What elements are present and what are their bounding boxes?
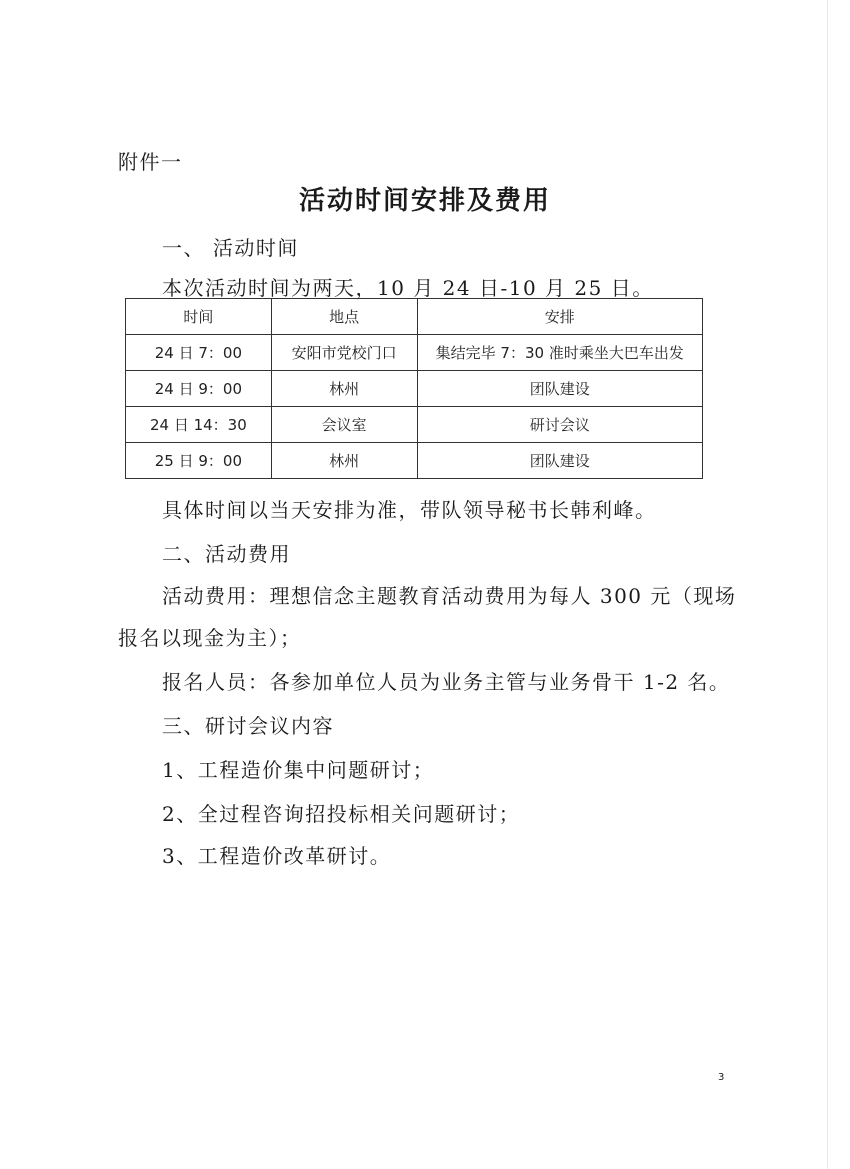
cell-time: 24 日 9：00 [126,371,272,407]
cell-location: 林州 [271,371,417,407]
section-heading-activity-time: 一、 活动时间 [162,236,299,260]
cell-location: 安阳市党校门口 [271,335,417,371]
column-header-time: 时间 [126,299,272,335]
schedule-table [125,298,703,479]
cell-time: 24 日 7：00 [126,335,272,371]
attachment-label: 附件一 [118,150,183,174]
table-row [126,407,703,443]
cell-arrangement: 团队建设 [417,371,703,407]
cell-arrangement: 集结完毕 7：30 准时乘坐大巴车出发 [417,335,703,371]
cell-location: 林州 [271,443,417,479]
section-heading-activity-fee: 二、活动费用 [162,542,291,566]
section-heading-seminar-content: 三、研讨会议内容 [162,714,334,738]
cell-location: 会议室 [271,407,417,443]
cell-arrangement: 团队建设 [417,443,703,479]
column-header-arrangement: 安排 [417,299,703,335]
list-item: 3、工程造价改革研讨。 [162,844,392,868]
cell-arrangement: 研讨会议 [417,407,703,443]
schedule-note: 具体时间以当天安排为准，带队领导秘书长韩利峰。 [162,498,657,522]
scan-edge-line [827,0,828,1169]
list-item: 1、工程造价集中问题研讨； [162,758,435,782]
page-number: 3 [718,1072,725,1083]
fee-text-line-2: 报名以现金为主）； [118,626,302,650]
table-row [126,443,703,479]
fee-text-line-1: 活动费用：理想信念主题教育活动费用为每人 300 元（现场 [162,584,737,608]
activity-dates-text: 本次活动时间为两天，10 月 24 日-10 月 25 日。 [162,276,654,300]
list-item: 2、全过程咨询招投标相关问题研讨； [162,802,521,826]
participants-text: 报名人员：各参加单位人员为业务主管与业务骨干 1-2 名。 [162,670,731,694]
cell-time: 25 日 9：00 [126,443,272,479]
table-row [126,335,703,371]
cell-time: 24 日 14：30 [126,407,272,443]
column-header-location: 地点 [271,299,417,335]
document-title: 活动时间安排及费用 [298,186,551,216]
table-header-row [126,299,703,335]
table-row [126,371,703,407]
